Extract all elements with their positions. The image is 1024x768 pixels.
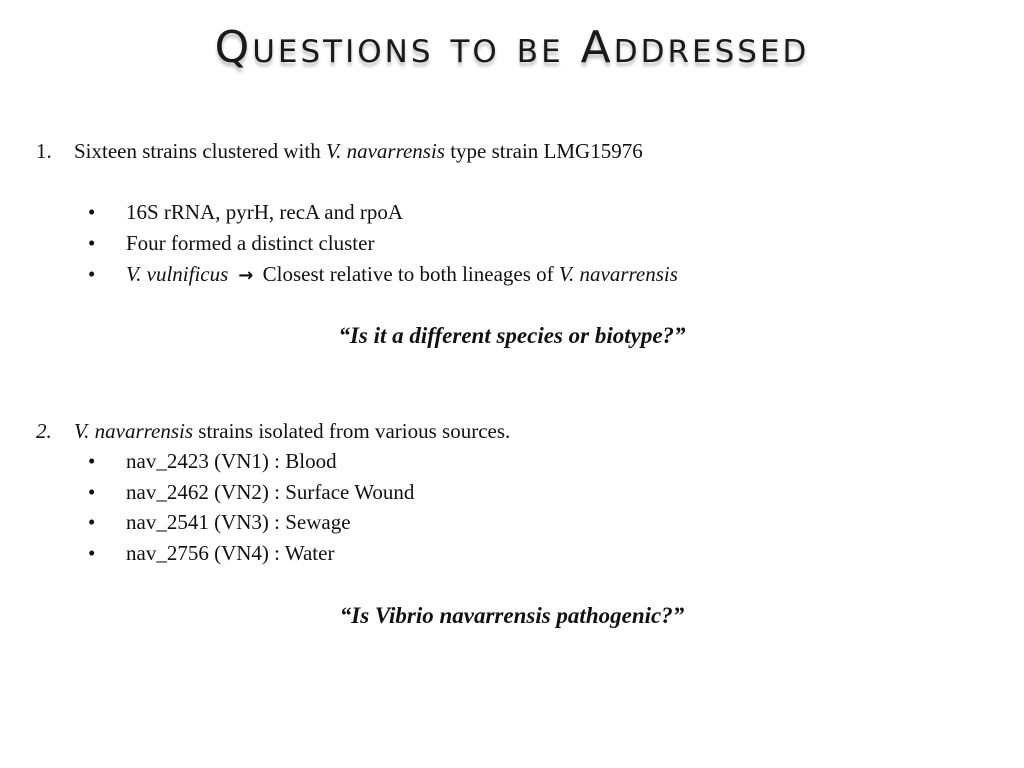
section-1-text-end: type strain LMG15976	[444, 139, 643, 163]
list-item-text-middle: Closest relative to both lineages of	[257, 262, 559, 286]
arrow-right-icon: →	[238, 265, 254, 286]
section-1-number: 1.	[36, 139, 52, 163]
bullet-marker: •	[88, 262, 96, 286]
list-item-text: nav_2462 (VN2) : Surface Wound	[126, 480, 415, 504]
bullet-marker: •	[88, 449, 96, 473]
bullet-marker: •	[88, 510, 96, 534]
bullet-marker: •	[88, 541, 96, 565]
list-item-text: nav_2423 (VN1) : Blood	[126, 449, 337, 473]
question-1: “Is it a different species or biotype?”	[338, 323, 686, 348]
section-1-text	[74, 138, 643, 164]
bullet-marker: •	[88, 480, 96, 504]
list-item-text: nav_2756 (VN4) : Water	[126, 541, 335, 565]
section-1-species: V. navarrensis	[325, 139, 445, 163]
list-item-text: nav_2541 (VN3) : Sewage	[126, 510, 351, 534]
bullet-marker: •	[88, 200, 96, 224]
bullet-marker: •	[88, 231, 96, 255]
section-2-text	[74, 418, 510, 444]
species-name: V. navarrensis	[558, 262, 678, 286]
section-1-text-start: Sixteen strains clustered with	[74, 139, 326, 163]
section-2-species: V. navarrensis	[74, 419, 194, 443]
species-name: V. vulnificus	[126, 262, 229, 286]
list-item-text: 16S rRNA, pyrH, recA and rpoA	[126, 200, 404, 224]
list-item-text: Four formed a distinct cluster	[126, 231, 375, 255]
section-2-number: 2.	[36, 419, 52, 443]
question-2: “Is Vibrio navarrensis pathogenic?”	[339, 603, 685, 628]
section-2-text-rest: strains isolated from various sources.	[193, 419, 511, 443]
slide-title: Questions to be Addressed	[214, 22, 810, 73]
list-item-text	[126, 261, 678, 289]
